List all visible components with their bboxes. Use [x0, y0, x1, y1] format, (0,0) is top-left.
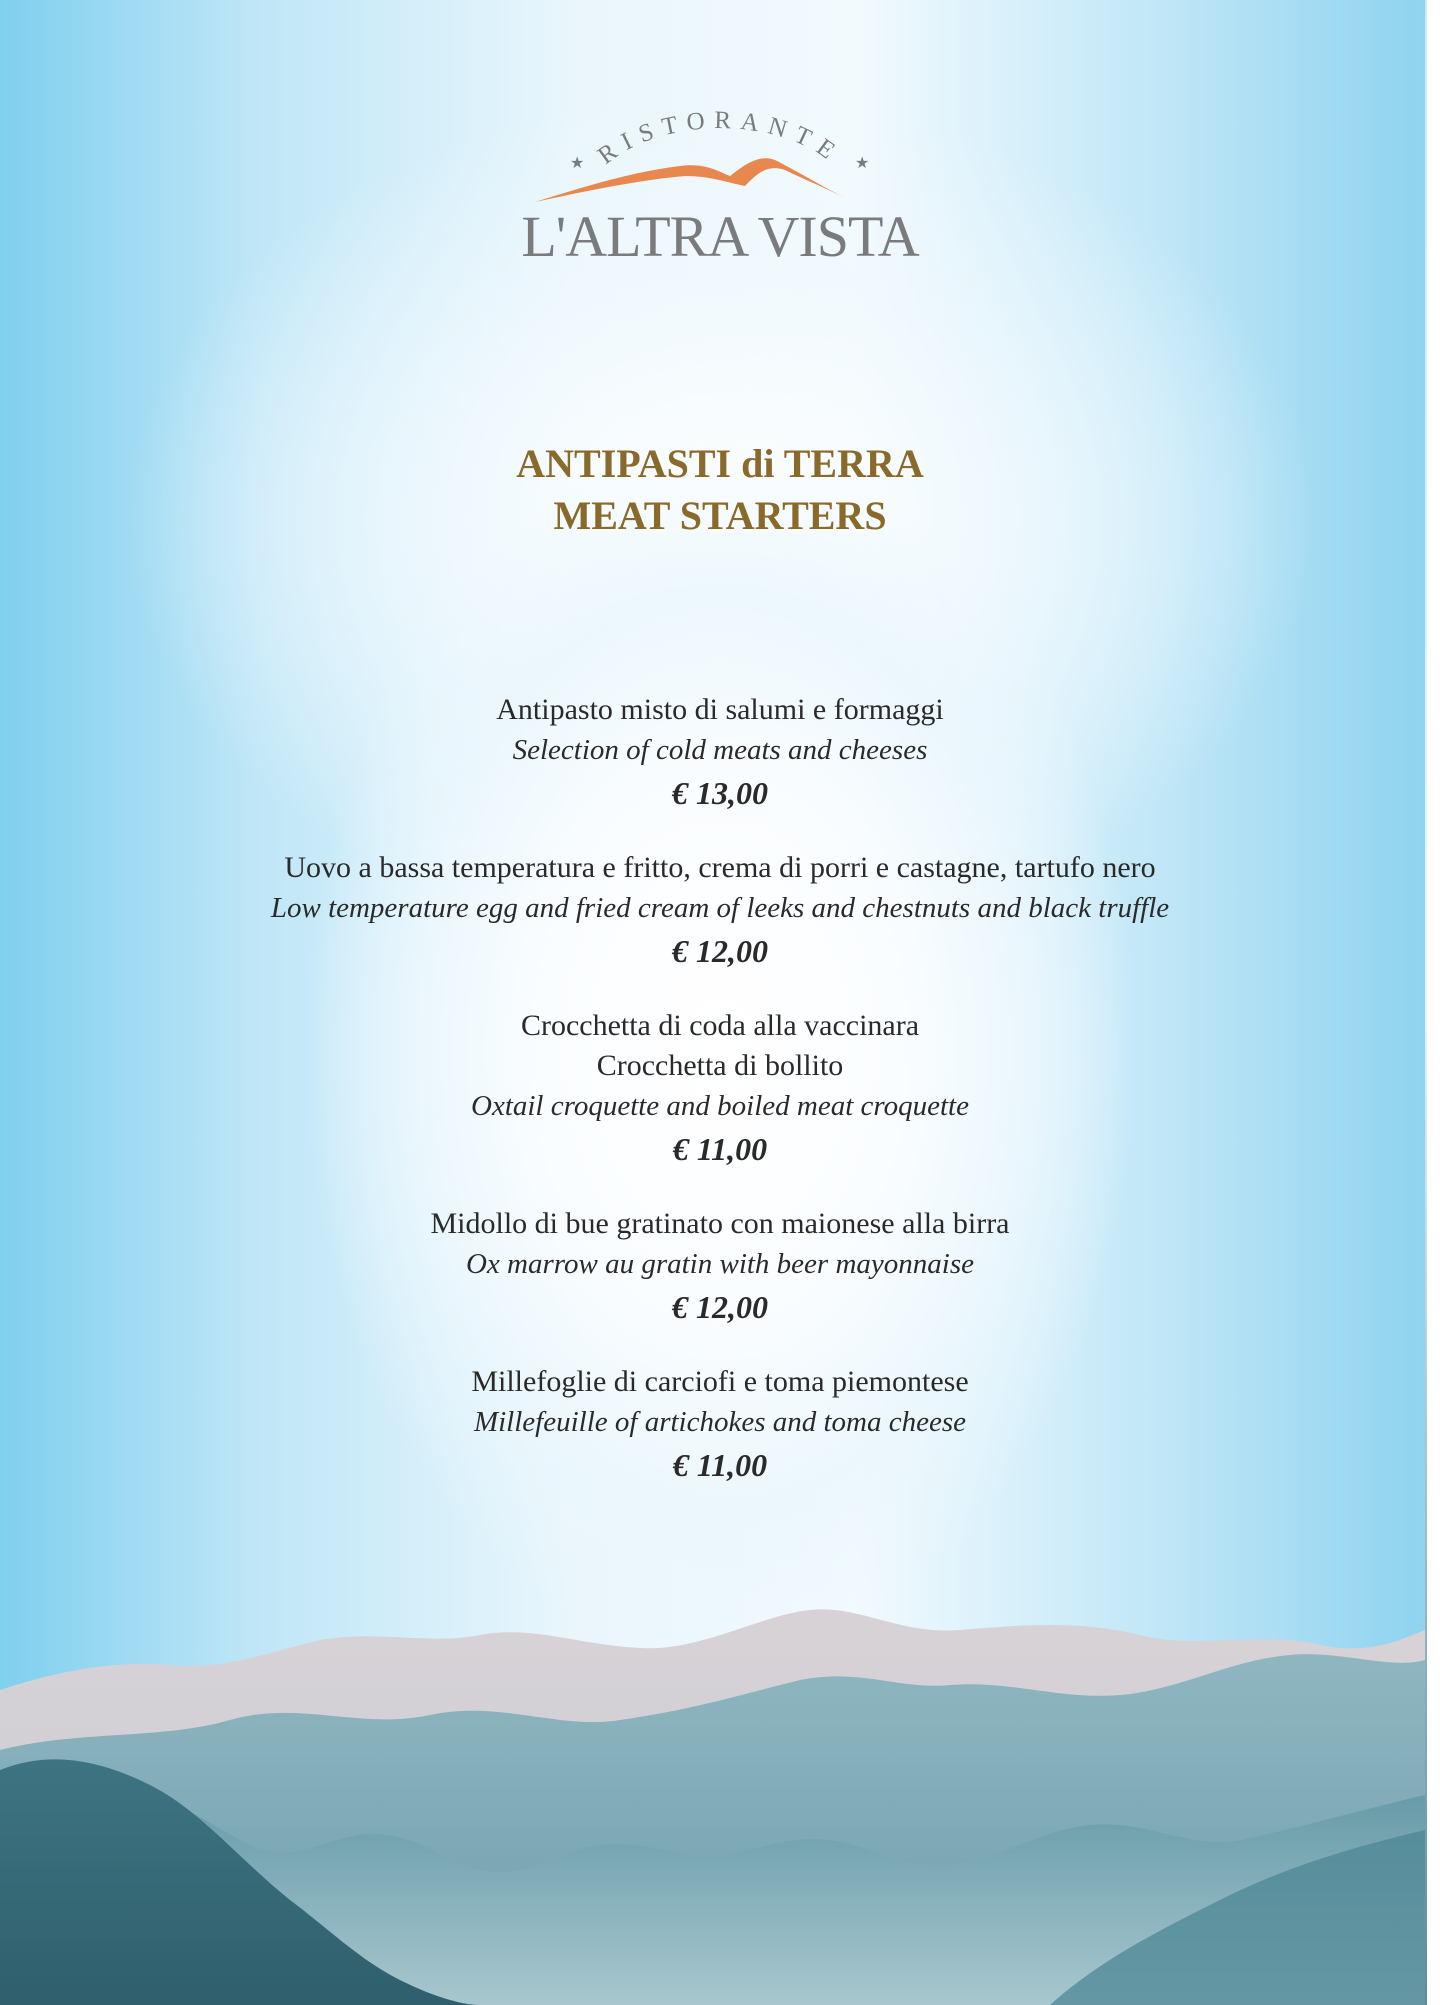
item-price: € 12,00	[672, 1289, 768, 1325]
item-name-italian: Midollo di bue gratinato con maionese alla birra	[430, 1207, 1010, 1240]
item-price: € 13,00	[672, 775, 768, 811]
menu-item	[0, 1362, 1425, 1488]
item-name-italian: Antipasto misto di salumi e formaggi	[496, 693, 944, 726]
item-price: € 12,00	[672, 933, 768, 969]
item-price: € 11,00	[672, 1131, 768, 1167]
menu-item	[0, 848, 1425, 974]
menu-item	[0, 1204, 1425, 1330]
section-title-italian: ANTIPASTI di TERRA	[516, 441, 924, 486]
item-name-italian: Uovo a bassa temperatura e fritto, crema di porri e castagne, tartufo nero	[284, 851, 1156, 884]
item-price: € 11,00	[672, 1447, 768, 1483]
menu-item	[0, 690, 1425, 816]
item-name-english: Low temperature egg and fried cream of leeks and chestnuts and black truffle	[270, 892, 1170, 924]
logo-emblem	[520, 90, 920, 210]
item-name-english: Millefeuille of artichokes and toma cheese	[473, 1406, 967, 1438]
item-name-italian-2: Crocchetta di bollito	[596, 1049, 844, 1082]
logo-star-left-icon: ★	[570, 153, 585, 172]
item-name-italian: Crocchetta di coda alla vaccinara	[520, 1009, 920, 1042]
menu-item	[0, 1006, 1425, 1172]
svg-text:RISTORANTE	[593, 107, 847, 170]
section-title-english: MEAT STARTERS	[553, 493, 887, 538]
item-name-english: Selection of cold meats and cheeses	[512, 734, 928, 766]
item-name-english: Ox marrow au gratin with beer mayonnaise	[465, 1248, 974, 1280]
restaurant-logo	[520, 90, 920, 280]
logo-star-right-icon: ★	[855, 153, 870, 172]
logo-arc-text: RISTORANTE	[593, 106, 847, 170]
page-edge	[1425, 0, 1440, 2005]
item-name-italian: Millefoglie di carciofi e toma piemontese	[471, 1365, 969, 1398]
item-name-english: Oxtail croquette and boiled meat croquette	[471, 1090, 969, 1122]
logo-name: L'ALTRA VISTA	[521, 204, 919, 269]
menu-list	[0, 690, 1425, 1520]
mountain-landscape	[0, 1600, 1425, 2005]
